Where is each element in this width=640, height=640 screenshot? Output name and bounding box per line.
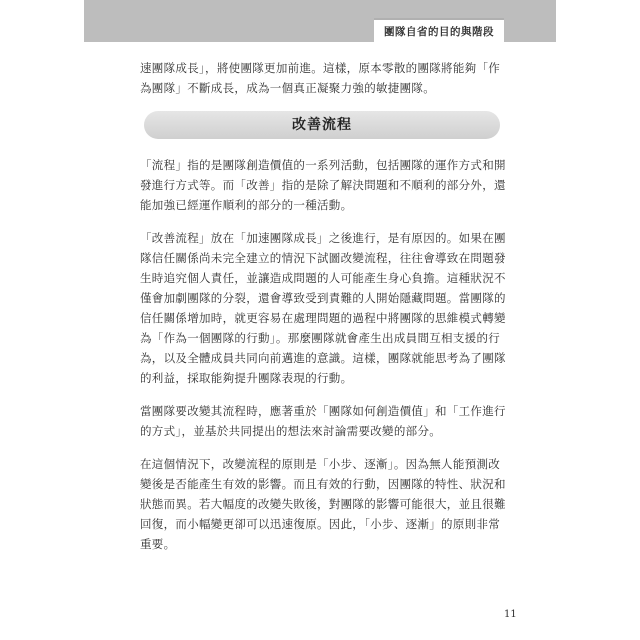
page-number: 11 <box>504 609 517 620</box>
paragraph: 在這個情況下，改變流程的原則是「小步、逐漸」。因為無人能預測改變後是否能產生有效的影響。而且有效的行動，因團隊的特性、狀況和狀態而異。若大幅度的改變失敗後，對團隊的影響可能很大，並且很難回復，而小幅變更卻可以迅速復原。因此，「小步、逐漸」的原則非常重要。 <box>140 457 506 551</box>
paragraph-intro: 速團隊成長」，將使團隊更加前進。這樣，原本零散的團隊將能夠「作為團隊」不斷成長，成為一個真正凝聚力強的敏捷團隊。 <box>140 61 501 95</box>
paragraph: 當團隊要改變其流程時，應著重於「團隊如何創造價值」和「工作進行的方式」，並基於共同提出的想法來討論需要改變的部分。 <box>140 404 506 438</box>
section-heading-text: 改善流程 <box>292 117 352 133</box>
page-body <box>140 58 506 567</box>
paragraph: 「流程」指的是團隊創造價值的一系列活動，包括團隊的運作方式和開發進行方式等。而「改善」指的是除了解決問題和不順利的部分外，還能加強已經運作順利的部分的一種活動。 <box>140 158 506 212</box>
chapter-title-tab <box>374 18 504 42</box>
section-heading <box>144 111 500 139</box>
chapter-title: 團隊自省的目的與階段 <box>384 25 494 38</box>
paragraph: 「改善流程」放在「加速團隊成長」之後進行，是有原因的。如果在團隊信任關係尚未完全建立的情況下試圖改變流程，往往會導致在問題發生時追究個人責任，並讓造成問題的人可能產生身心負擔。這種狀況不僅會加劇團隊的分裂，還會導致受到責難的人開始隱藏問題。當團隊的信任關係增加時，就更容易在處理問題的過程中將團隊的思維模式轉變為「作為一個團隊的行動」。那麼團隊就會產生出成員間互相支援的行為，以及全體成員共同向前邁進的意識。這樣，團隊就能思考為了團隊的利益，採取能夠提升團隊表現的行動。 <box>140 231 506 385</box>
